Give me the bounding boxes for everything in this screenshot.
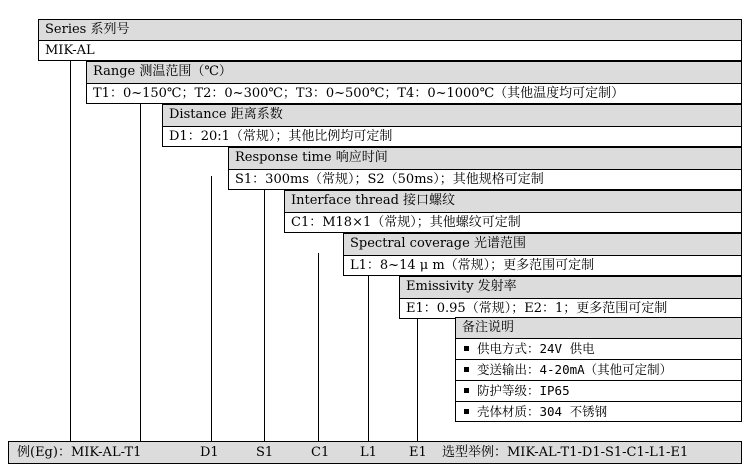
note-text: 防护等级：IP65 [477,383,570,398]
emissivity-connector [417,319,418,441]
example-code-emissivity: E1 [409,445,427,460]
example-code-spectral: L1 [360,445,377,460]
example-code-response: S1 [256,445,274,460]
distance-value: D1：20:1（常规）；其他比例均可定制 [162,126,742,147]
emissivity-value: E1：0.95（常规）；E2：1；更多范围可定制 [399,298,742,319]
series-header: Series 系列号 [38,19,742,41]
spectral-value: L1：8~14 μ m（常规）；更多范围可定制 [343,255,742,276]
example-full: 选型举例：MIK-AL-T1-D1-S1-C1-L1-E1 [442,445,689,460]
example-code-distance: D1 [200,445,219,460]
response-connector [264,190,265,441]
note-text: 壳体材质：304 不锈钢 [477,404,608,419]
distance-connector [211,176,212,441]
notes-header: 备注说明 [455,317,742,339]
note-text: 供电方式：24V 供电 [477,341,595,356]
thread-value: C1：M18×1（常规）；其他螺纹可定制 [284,212,742,233]
emissivity-header: Emissivity 发射率 [399,276,742,299]
range-header: Range 测温范围（℃） [86,61,742,84]
spectral-connector [368,276,369,441]
distance-header: Distance 距离系数 [162,104,742,127]
series-connector [70,61,71,441]
notes-list [455,338,742,422]
note-item [456,339,741,360]
thread-connector [318,253,319,441]
bullet-icon [464,367,469,372]
bullet-icon [464,346,469,351]
response-header: Response time 响应时间 [228,147,742,170]
range-value: T1：0~150℃；T2：0~300℃；T3：0~500℃；T4：0~1000℃（其他温度均可定制） [86,83,742,104]
note-text: 变送输出：4-20mA（其他可定制） [477,362,673,377]
bullet-icon [464,409,469,414]
note-item [456,360,741,381]
thread-header: Interface thread 接口螺纹 [284,190,742,213]
bullet-icon [464,388,469,393]
note-item [456,381,741,402]
example-label: 例(Eg)：MIK-AL-T1 [17,445,142,460]
spectral-header: Spectral coverage 光谱范围 [343,233,742,256]
note-item [456,402,741,423]
example-code-thread: C1 [311,445,330,460]
range-connector [140,104,141,441]
series-value: MIK-AL [38,40,742,61]
response-value: S1：300ms（常规）；S2（50ms）；其他规格可定制 [228,169,742,190]
example-bar [8,441,742,464]
